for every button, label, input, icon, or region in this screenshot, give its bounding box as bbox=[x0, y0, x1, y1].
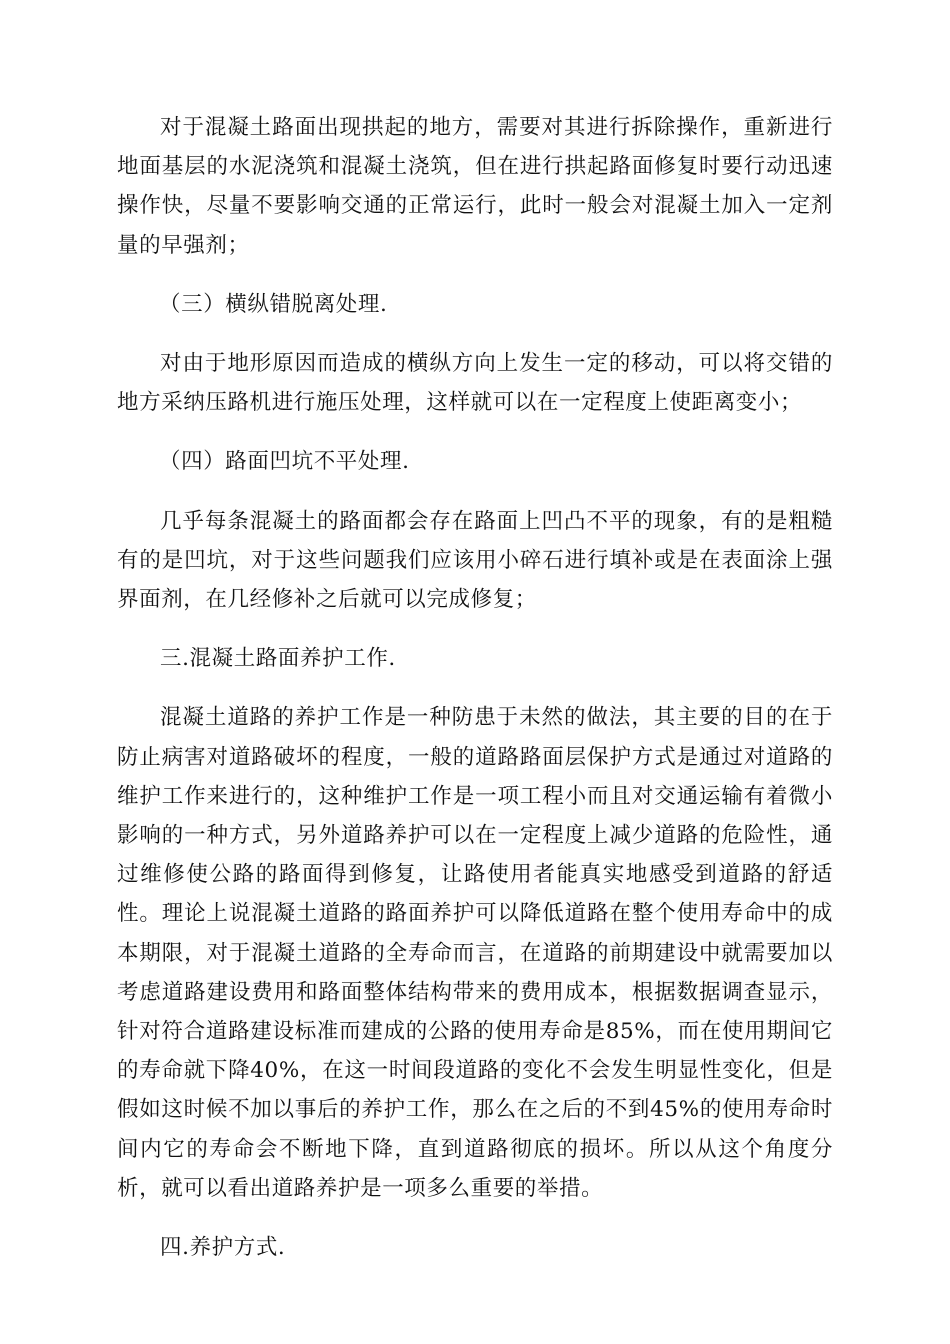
paragraph-displacement-repair: 对由于地形原因而造成的横纵方向上发生一定的移动，可以将交错的地方采纳压路机进行施压处理，这样就可以在一定程度上使距离变小； bbox=[117, 351, 833, 416]
subheading-section-4: （四）路面凹坑不平处理. bbox=[159, 449, 410, 475]
paragraph-pothole-repair: 几乎每条混凝土的路面都会存在路面上凹凸不平的现象，有的是粗糙有的是凹坑，对于这些问题我们应该用小碎石进行填补或是在表面涂上强界面剂，在几经修补之后就可以完成修复； bbox=[117, 508, 833, 613]
heading-maintenance-methods: 四.养护方式. bbox=[160, 1235, 286, 1261]
heading-maintenance-work: 三.混凝土路面养护工作. bbox=[160, 646, 396, 672]
document-body bbox=[117, 108, 833, 1287]
paragraph-maintenance-importance: 混凝土道路的养护工作是一种防患于未然的做法，其主要的目的在于防止病害对道路破坏的程度，一般的道路路面层保护方式是通过对道路的维护工作来进行的，这种维护工作是一项工程小而且对交通运输有着微小影响的一种方式，另外道路养护可以在一定程度上减少道路的危险性，通过维修使公路的路面得到修复，让路使用者能真实地感受到道路的舒适性。理论上说混凝土道路的路面养护可以降低道路在整个使用寿命中的成本期限，对于混凝土道路的全寿命而言，在道路的前期建设中就需要加以考虑道路建设费用和路面整体结构带来的费用成本，根据数据调查显示，针对符合道路建设标准而建成的公路的使用寿命是85%，而在使用期间它的寿命就下降40%，在这一时间段道路的变化不会发生明显性变化，但是假如这时候不加以事后的养护工作，那么在之后的不到45%的使用寿命时间内它的寿命会不断地下降，直到道路彻底的损坏。所以从这个角度分析，就可以看出道路养护是一项多么重要的举措。 bbox=[117, 705, 833, 1201]
paragraph-arch-repair: 对于混凝土路面出现拱起的地方，需要对其进行拆除操作，重新进行地面基层的水泥浇筑和混凝土浇筑，但在进行拱起路面修复时要行动迅速操作快，尽量不要影响交通的正常运行，此时一般会对混凝土加入一定剂量的早强剂； bbox=[117, 115, 833, 258]
subheading-section-3: （三）横纵错脱离处理. bbox=[159, 291, 388, 317]
